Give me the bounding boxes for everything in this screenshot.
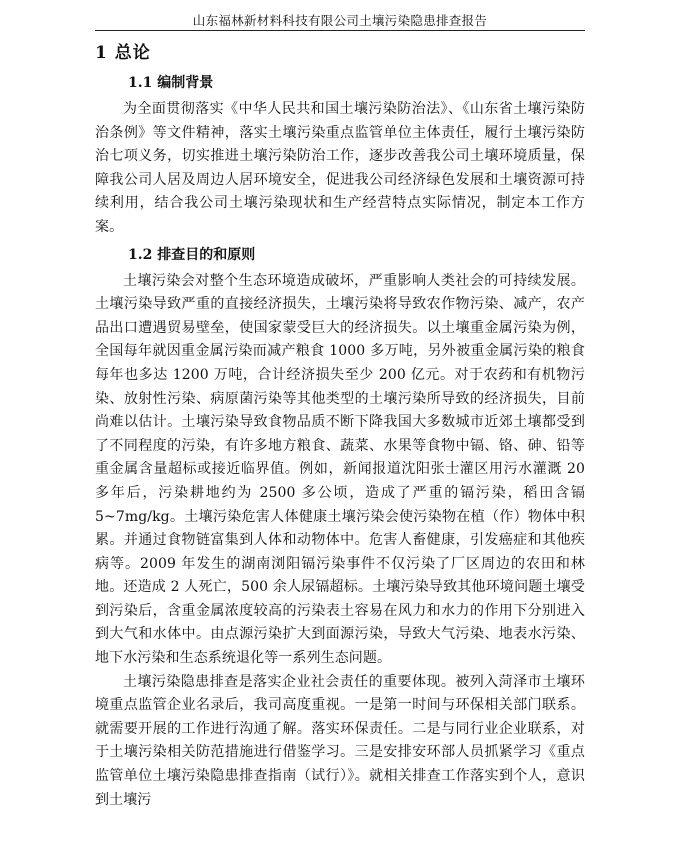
- chapter-title: 1 总论: [95, 43, 151, 63]
- running-header: 山东福林新材料科技有限公司土壤污染隐患排查报告: [192, 13, 488, 28]
- paragraph-purpose-1: 土壤污染会对整个生态环境造成破坏，严重影响人类社会的可持续发展。土壤污染导致严重的直接经济损失，土壤污染将导致农作物污染、减产，农产品出口遭遇贸易壁垒，使国家蒙受巨大的经济损失。以土壤重金属污染为例，全国每年就因重金属污染而减产粮食 1000 多万吨，另外被重金属污染的粮食每年也多达 1200 万吨，合计经济损失至少 200 亿元。对于农药和有机物污染、放射性污染、病原菌污染等其他类型的土壤污染所导致的经济损失，目前尚难以估计。土壤污染导致食物品质不断下降我国大多数城市近郊土壤都受到了不同程度的污染，有许多地方粮食、蔬菜、水果等食物中镉、铬、砷、铅等重金属含量超标或接近临界值。例如，新闻报道沈阳张士灌区用污水灌溉 20 多年后，污染耕地约为 2500 多公顷，造成了严重的镉污染，稻田含镉 5~7mg/kg。土壤污染危害人体健康土壤污染会使污染物在植（作）物体中积累。并通过食物链富集到人体和动物体中。危害人畜健康，引发癌症和其他疾病等。2009 年发生的湖南浏阳镉污染事件不仅污染了厂区周边的农田和林地。还造成 2 人死亡，500 余人尿镉超标。土壤污染导致其他环境问题土壤受到污染后，含重金属浓度较高的污染表土容易在风力和水力的作用下分别进入到大气和水体中。由点源污染扩大到面源污染，导致大气污染、地表水污染、地下水污染和生态系统退化等一系列生态问题。: [95, 272, 585, 667]
- page-body: [95, 30, 585, 812]
- paragraph-purpose-2: 土壤污染隐患排查是落实企业社会责任的重要体现。被列入菏泽市土壤环境重点监管企业名录后，我司高度重视。一是第一时间与环保相关部门联系。就需要开展的工作进行沟通了解。落实环保责任。二是与同行业企业联系，对于土壤污染相关防范措施进行借鉴学习。三是安排安环部人员抓紧学习《重点监管单位土壤污染隐患排查指南（试行）》。就相关排查工作落实到个人，意识到土壤污: [95, 673, 585, 808]
- paragraph-background: 为全面贯彻落实《中华人民共和国土壤污染防治法》、《山东省土壤污染防治条例》等文件精神，落实土壤污染重点监管单位主体责任，履行土壤污染防治七项义务，切实推进土壤污染防治工作，逐步改善我公司土壤环境质量，保障我公司人居及周边人居环境安全，促进我公司经济绿色发展和土壤资源可持续利用，结合我公司土壤污染现状和生产经营特点实际情况，制定本工作方案。: [95, 101, 585, 235]
- section-heading-background: 1.1 编制背景: [128, 75, 214, 91]
- section-heading-purpose: 1.2 排查目的和原则: [128, 246, 256, 263]
